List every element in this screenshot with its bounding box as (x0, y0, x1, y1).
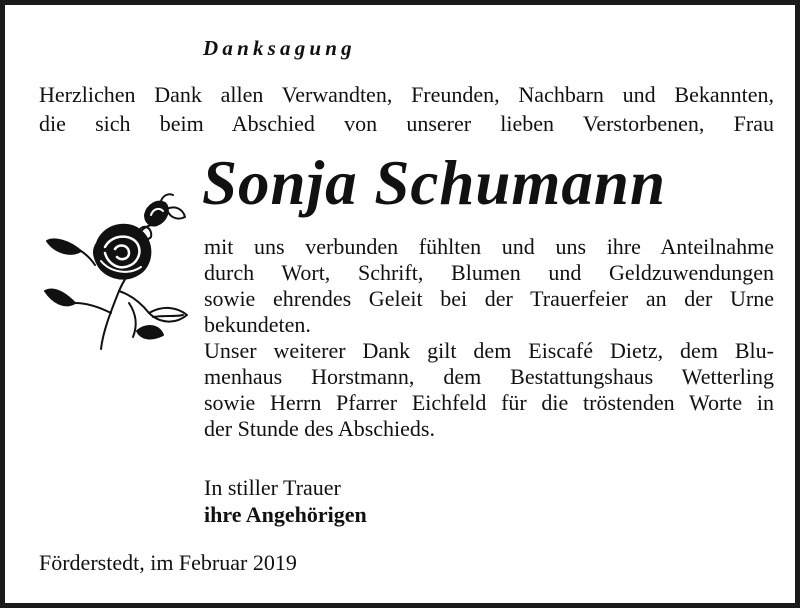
thanks-line: menhaus Horstmann, dem Bestattungshaus Wetterling (204, 364, 774, 389)
thanks-line: sowie ehrendes Geleit bei der Trauerfeier an der Urne (204, 286, 774, 311)
thanks-line: der Stunde des Abschieds. (204, 416, 435, 441)
thanks-line: sowie Herrn Pfarrer Eichfeld für die tröstenden Worte in (204, 390, 774, 415)
thanks-text (204, 234, 774, 442)
intro-line: Herzlichen Dank allen Verwandten, Freunden, Nachbarn und Bekannten, (39, 82, 774, 107)
notice-heading: Danksagung (203, 36, 356, 60)
signature: ihre Angehörigen (204, 502, 367, 527)
thanks-line: Unser weiterer Dank gilt dem Eiscafé Dietz, dem Blu- (204, 338, 774, 363)
intro-text (39, 80, 774, 138)
rose-icon (41, 191, 189, 353)
thanks-line: bekundeten. (204, 312, 311, 337)
place-date: Förderstedt, im Februar 2019 (39, 550, 297, 575)
thanks-line: durch Wort, Schrift, Blumen und Geldzuwendungen (204, 260, 774, 285)
intro-line: die sich beim Abschied von unserer lieben Verstorbenen, Frau (39, 111, 774, 136)
thanks-line: mit uns verbunden fühlten und uns ihre Anteilnahme (204, 234, 774, 259)
closing-phrase: In stiller Trauer (204, 475, 341, 500)
deceased-name: Sonja Schumann (202, 148, 666, 218)
